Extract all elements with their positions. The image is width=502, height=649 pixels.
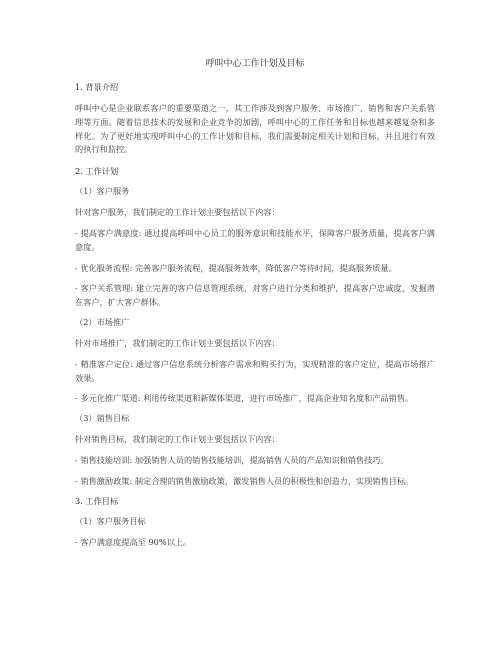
list-item-service-process: - 优化服务流程: 完善客户服务流程，提高服务效率，降低客户等待时间，提高服务质量。: [75, 262, 397, 273]
subsection-title-customer-service-goals: （1）客户服务目标: [75, 515, 146, 526]
document-title: 呼叫中心工作计划及目标: [205, 59, 305, 69]
list-item-diverse-channels: - 多元化推广渠道: 利用传统渠道和新媒体渠道，进行市场推广，提高企业知名度和产品销售。: [75, 393, 414, 404]
paragraph-marketing-intro: 针对市场推广，我们制定的工作计划主要包括以下内容：: [75, 337, 280, 348]
list-item-customer-satisfaction: - 提高客户满意度: 通过提高呼叫中心员工的服务意识和技能水平，保障客户服务质量，提高客户满意度。: [75, 227, 435, 252]
list-item-satisfaction-target: - 客户满意度提高至 90%以上。: [75, 536, 192, 547]
subsection-title-sales-goals: （3）销售目标: [75, 413, 130, 424]
subsection-title-customer-service: （1）客户服务: [75, 186, 130, 197]
paragraph-sales-intro: 针对销售目标，我们制定的工作计划主要包括以下内容：: [75, 434, 280, 445]
section-heading-work-plan: 2. 工作计划: [75, 166, 119, 177]
list-item-sales-training: - 销售技能培训: 加强销售人员的销售技能培训，提高销售人员的产品知识和销售技巧。: [75, 454, 389, 465]
section-heading-work-goals: 3. 工作目标: [75, 495, 119, 506]
subsection-title-marketing: （2）市场推广: [75, 316, 130, 327]
list-item-precise-targeting: - 精准客户定位: 通过客户信息系统分析客户需求和购买行为，实现精准的客户定位，提高市场推广效果。: [75, 358, 435, 383]
section-heading-background: 1. 背景介绍: [75, 82, 119, 92]
paragraph-background: 呼叫中心是企业联系客户的重要渠道之一，其工作涉及到客户服务、市场推广、销售和客户关系管理等方面。随着信息技术的发展和企业竞争的加剧，呼叫中心的工作任务和目标也越来越复杂和多样化。为了更好地实现呼叫中心的工作计划和目标，我们需要制定相关计划和目标，并且进行有效的执行和监控。: [75, 103, 435, 155]
list-item-sales-incentive: - 销售激励政策: 制定合理的销售激励政策，激发销售人员的积极性和创造力，实现销售目标。: [75, 475, 414, 486]
document-content: [75, 58, 435, 556]
list-item-customer-relationship: - 客户关系管理: 建立完善的客户信息管理系统，对客户进行分类和维护，提高客户忠诚度，发掘潜在客户，扩大客户群体。: [75, 283, 435, 308]
paragraph-customer-service-intro: 针对客户服务，我们制定的工作计划主要包括以下内容：: [75, 207, 280, 218]
